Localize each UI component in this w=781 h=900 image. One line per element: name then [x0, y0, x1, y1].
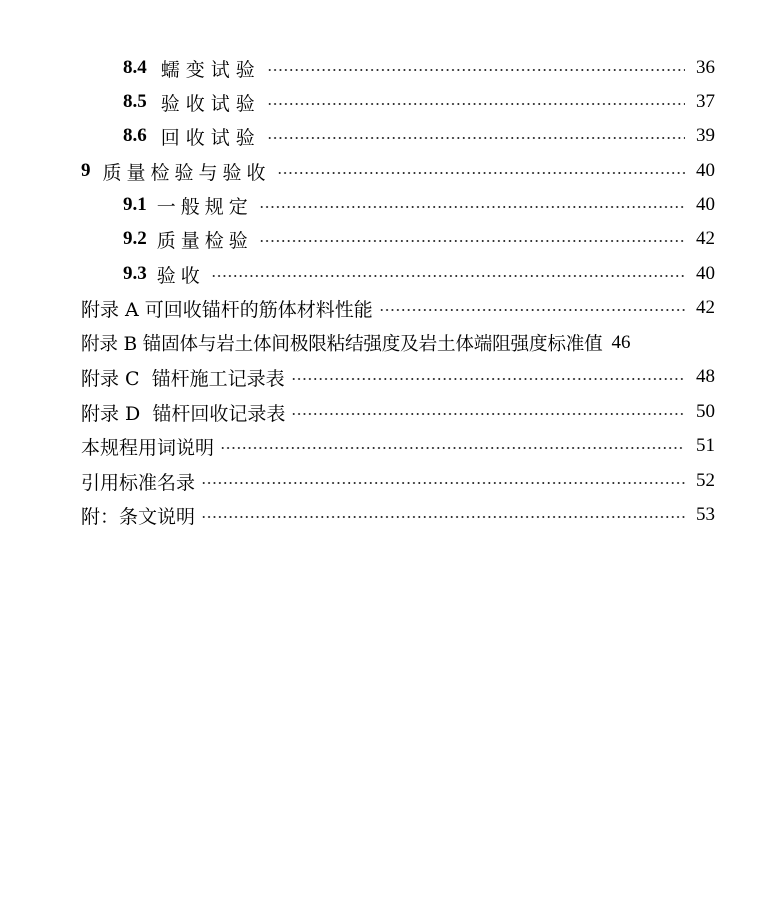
toc-entry-terms-explanation[interactable]	[0, 429, 715, 463]
dot-leader	[259, 206, 685, 208]
dot-leader	[379, 309, 685, 311]
toc-entry-number: 9.1	[123, 194, 147, 215]
toc-entry-number: 8.5	[123, 91, 147, 112]
toc-entry-page: 42	[696, 297, 715, 318]
toc-entry-appendix-a[interactable]	[0, 291, 715, 325]
toc-entry-title: 附录 B 锚固体与岩土体间极限粘结强度及岩土体端阻强度标准值	[81, 334, 603, 355]
toc-entry-title: 质量检验	[156, 229, 253, 252]
toc-entry-appendix-c[interactable]	[0, 360, 715, 394]
toc-entry-number: 9	[81, 160, 91, 181]
dot-leader	[291, 413, 685, 415]
toc-entry-title: 一般规定	[156, 195, 253, 218]
toc-entry-8-5[interactable]	[0, 85, 715, 119]
toc-entry-title: 附：条文说明	[81, 505, 196, 528]
toc-entry-page: 36	[696, 57, 715, 78]
toc-entry-page: 40	[696, 263, 715, 284]
toc-entry-page: 42	[696, 228, 715, 249]
toc-entry-appendix-d[interactable]	[0, 395, 715, 429]
toc-entry-title: 本规程用词说明	[81, 436, 215, 459]
dot-leader	[267, 137, 685, 139]
dot-leader	[201, 482, 685, 484]
dot-leader	[220, 447, 685, 449]
toc-entry-9-2[interactable]	[0, 222, 715, 256]
toc-entry-page: 40	[696, 160, 715, 181]
toc-entry-page: 50	[696, 401, 715, 422]
dot-leader	[267, 103, 685, 105]
toc-entry-page: 39	[696, 125, 715, 146]
toc-entry-title: 附录 C 锚杆施工记录表	[81, 367, 285, 390]
toc-entry-page: 40	[696, 194, 715, 215]
toc-entry-9-3[interactable]	[0, 257, 715, 291]
toc-entry-page: 53	[696, 504, 715, 525]
dot-leader	[267, 69, 685, 71]
toc-entry-page: 37	[696, 91, 715, 112]
dot-leader	[291, 378, 685, 380]
toc-entry-8-4[interactable]	[0, 51, 781, 85]
toc-entry-number: 9.3	[123, 263, 147, 284]
dot-leader	[211, 275, 685, 277]
toc-entry-title: 验收试验	[160, 92, 261, 115]
toc-entry-title: 回收试验	[160, 126, 261, 149]
toc-entry-number: 8.6	[123, 125, 147, 146]
toc-entry-title: 蠕变试验	[160, 58, 261, 81]
toc-entry-title: 质量检验与验收	[102, 161, 271, 184]
toc-entry-cited-standards[interactable]	[0, 464, 715, 498]
toc-entry-page: 52	[696, 470, 715, 491]
toc-entry-number: 9.2	[123, 228, 147, 249]
toc-entry-clause-explanation[interactable]	[0, 498, 715, 532]
toc-entry-number: 8.4	[123, 57, 147, 78]
toc-entry-9-1[interactable]	[0, 188, 715, 222]
toc-entry-page: 51	[696, 435, 715, 456]
toc-entry-page: 48	[696, 366, 715, 387]
toc-entry-9[interactable]	[0, 154, 715, 188]
toc-entry-8-6[interactable]	[0, 119, 715, 153]
toc-entry-appendix-b[interactable]	[0, 326, 715, 360]
toc-entry-title: 验收	[156, 264, 205, 287]
toc-entry-title: 引用标准名录	[81, 471, 196, 494]
dot-leader	[277, 172, 685, 174]
toc-entry-title: 附录 D 锚杆回收记录表	[81, 402, 286, 425]
toc-entry-page: 46	[611, 332, 631, 353]
toc-entry-title: 附录 A 可回收锚杆的筋体材料性能	[81, 298, 373, 321]
dot-leader	[201, 516, 685, 518]
dot-leader	[259, 240, 685, 242]
